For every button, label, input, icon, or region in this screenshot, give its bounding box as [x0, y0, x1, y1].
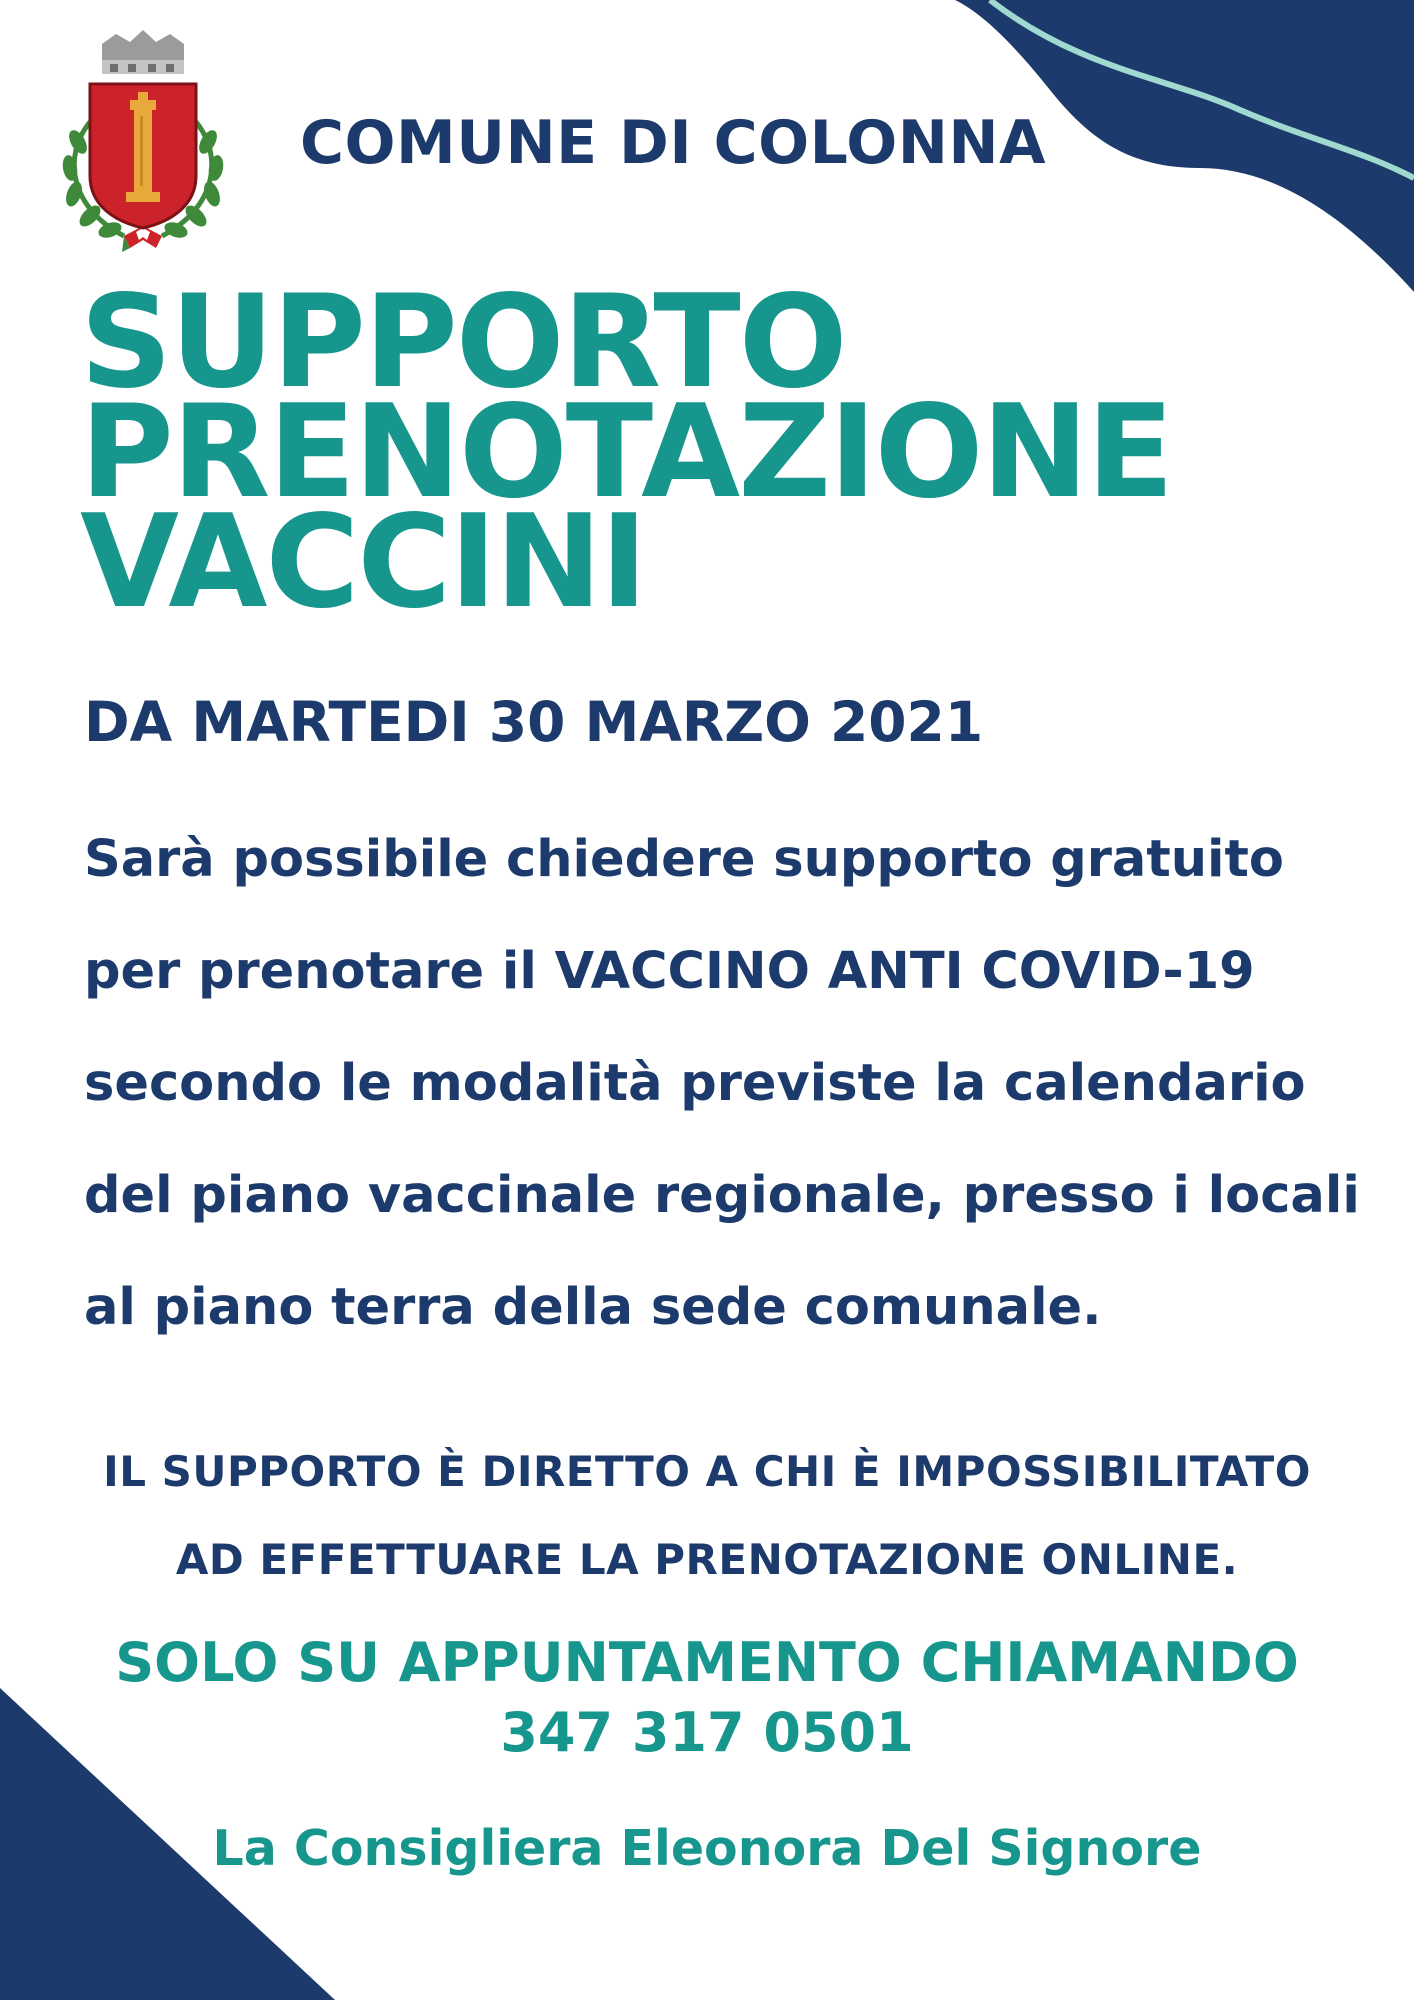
municipality-name: COMUNE DI COLONNA [300, 108, 1047, 178]
headline-line: SUPPORTO [80, 268, 846, 417]
body-paragraph [84, 804, 1384, 1364]
municipal-coat-of-arms-icon [52, 26, 234, 256]
headline [80, 268, 1172, 637]
signature: La Consigliera Eleonora Del Signore [212, 1820, 1202, 1877]
appointment-info [0, 1628, 1414, 1768]
phone-number: 347 317 0501 [500, 1701, 914, 1764]
body-line: secondo le modalità previste la calendario [84, 1054, 1306, 1113]
eligibility-notice [0, 1428, 1414, 1604]
headline-line: PRENOTAZIONE [80, 378, 1172, 527]
appointment-label: SOLO SU APPUNTAMENTO CHIAMANDO [115, 1631, 1299, 1694]
headline-line: VACCINI [80, 488, 646, 637]
start-date: DA MARTEDI 30 MARZO 2021 [84, 690, 984, 754]
body-line: al piano terra della sede comunale. [84, 1278, 1102, 1337]
body-line: del piano vaccinale regionale, presso i locali [84, 1166, 1360, 1225]
body-line: Sarà possibile chiedere supporto gratuito [84, 830, 1284, 889]
notice-line: AD EFFETTUARE LA PRENOTAZIONE ONLINE. [175, 1535, 1239, 1584]
body-line: per prenotare il VACCINO ANTI COVID-19 [84, 942, 1255, 1001]
notice-line: IL SUPPORTO È DIRETTO A CHI È IMPOSSIBILITATO [103, 1447, 1311, 1496]
